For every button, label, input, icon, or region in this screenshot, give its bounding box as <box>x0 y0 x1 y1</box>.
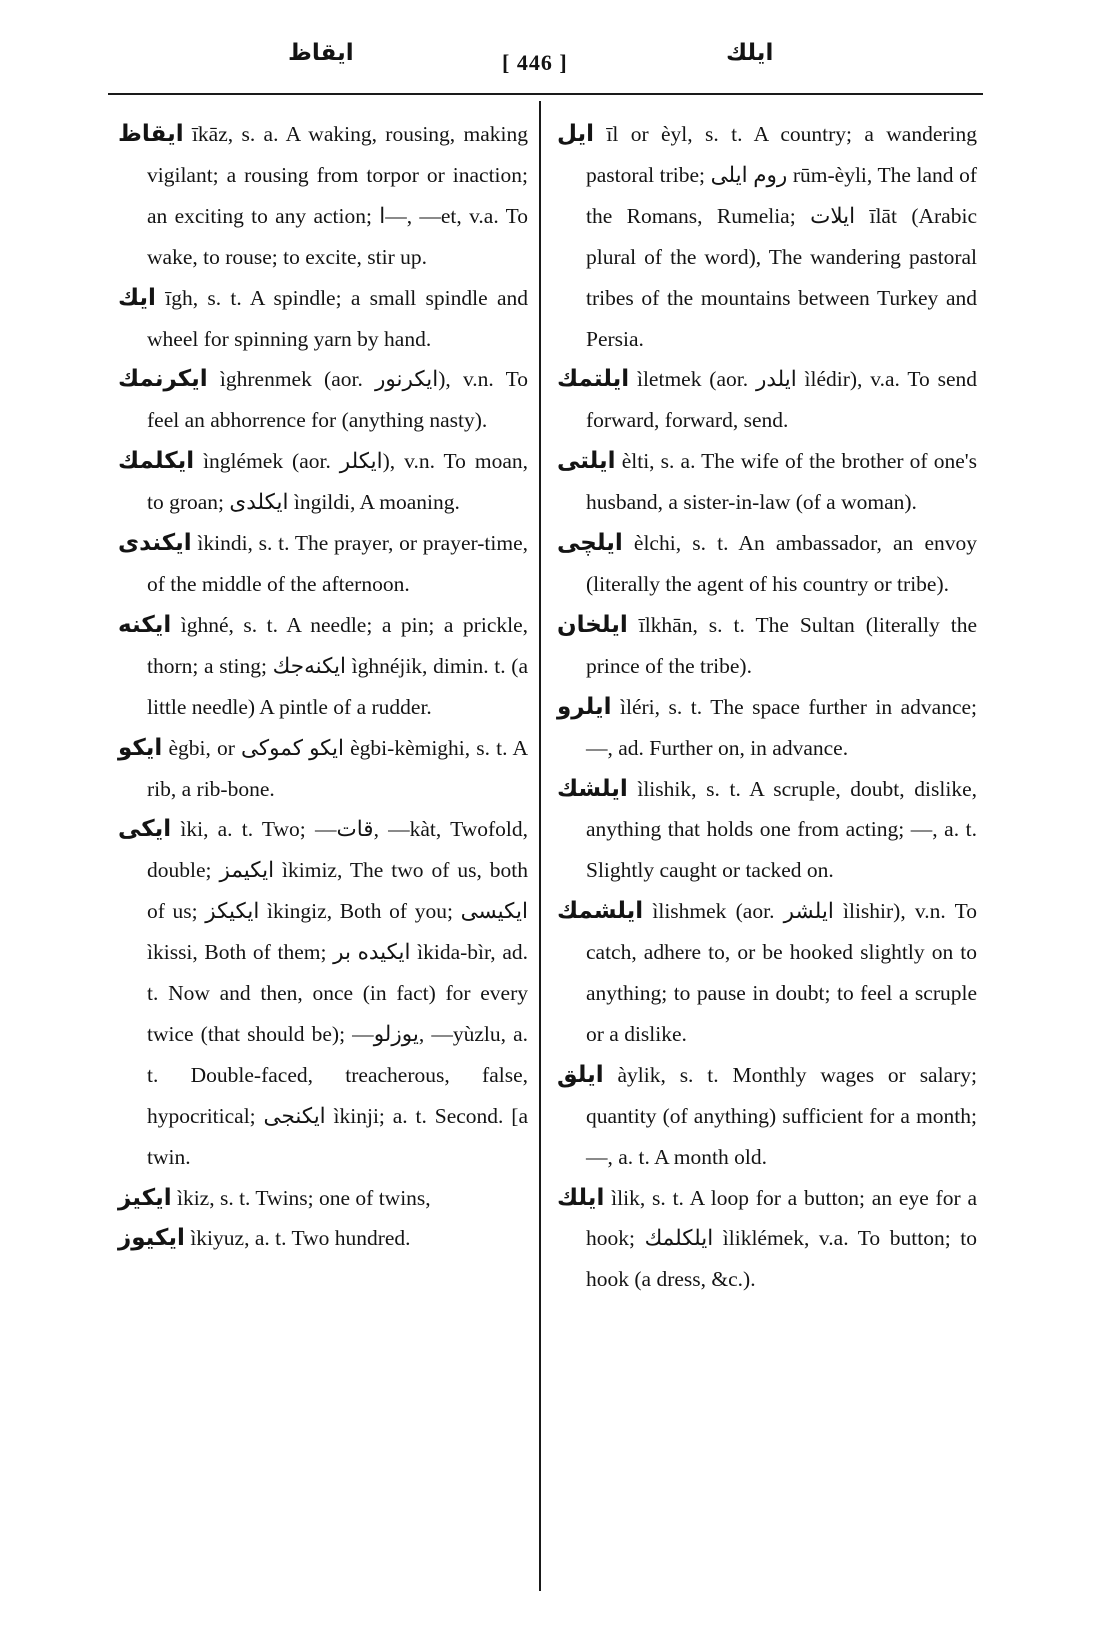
dictionary-entry <box>557 1055 977 1178</box>
entry-text: ìghné, s. t. A needle; a pin; a prickle, thorn; a sting; ایكنه‌جك ìghnéjik, dimin. t. (a little needle) A pintle of a rudder. <box>147 612 529 719</box>
dictionary-entry <box>118 1218 528 1259</box>
entry-text: ìlishik, s. t. A scruple, doubt, dislike, anything that holds one from acting; —, a. t. Slightly caught or tacked on. <box>586 776 977 883</box>
entry-arabic: ایلق <box>557 1061 604 1088</box>
entry-arabic: ایكو <box>118 734 163 761</box>
entry-text: īkāz, s. a. A waking, rousing, making vigilant; a rousing from torpor or inaction; an exciting to any action; ا—, —et, v.a. To wake, to rouse; to excite, stir up. <box>147 122 528 269</box>
dictionary-entry <box>118 114 528 278</box>
dictionary-entry <box>118 523 528 605</box>
dictionary-entry <box>118 1178 528 1219</box>
entry-arabic: ایلتی <box>557 448 616 475</box>
dictionary-entry <box>118 359 528 441</box>
dictionary-entry <box>118 278 528 360</box>
entry-text: ìki, a. t. Two; —قات, —kàt, Twofold, double; ایكیمز ìkimiz, The two of us, both of us; ایكیكز ìkingiz, Both of you; ایكیسی ìkissi, Both of them; ایكیده بر ìkida-bìr, ad. t. Now and then, once (in fact) for every twice (that should be); —یوزلو, —yùzlu, a. t. Double-faced, treacherous, false, hypocritical; ایكنجی ìkinji; a. t. Second. [a twin. <box>147 817 528 1169</box>
entry-text: àylik, s. t. Monthly wages or salary; quantity (of anything) sufficient for a month; —, a. t. A month old. <box>586 1062 977 1169</box>
entry-arabic: ایلرو <box>557 693 612 720</box>
dictionary-entry <box>557 359 977 441</box>
left-column <box>118 114 528 1259</box>
entry-text: ìlishmek (aor. ایلشر ìlishir), v.n. To catch, adhere to, or be hooked slightly on to anything; to pause in doubt; to feel a scruple or a dislike. <box>586 899 977 1046</box>
dictionary-entry <box>118 809 528 1177</box>
entry-arabic: ایلخان <box>557 611 628 638</box>
dictionary-entry <box>118 441 528 523</box>
right-column <box>557 114 977 1300</box>
dictionary-entry <box>557 687 977 769</box>
entry-text: ìkindi, s. t. The prayer, or prayer-time, of the middle of the afternoon. <box>147 531 528 596</box>
dictionary-entry <box>557 441 977 523</box>
dictionary-entry <box>118 605 528 728</box>
entry-text: ìlik, s. t. A loop for a button; an eye for a hook; ایلكلمك ìliklémek, v.a. To button; to hook (a dress, &c.). <box>586 1185 977 1292</box>
dictionary-entry <box>557 1178 977 1301</box>
entry-text: īlkhān, s. t. The Sultan (literally the prince of the tribe). <box>586 612 977 678</box>
entry-arabic: ایقاظ <box>118 121 184 147</box>
entry-text: ìnglémek (aor. ایكلر), v.n. To moan, to groan; ایكلدی ìngildi, A moaning. <box>147 449 528 515</box>
entry-arabic: ایل <box>557 121 595 147</box>
entry-arabic: ایكی <box>118 816 172 843</box>
entry-arabic: ایك <box>118 284 156 311</box>
dictionary-entry <box>118 728 528 810</box>
entry-text: èlti, s. a. The wife of the brother of one's husband, a sister-in-law (of a woman). <box>586 449 977 515</box>
entry-arabic: ایلشمك <box>557 898 644 925</box>
page-number: [ 446 ] <box>502 50 568 75</box>
entry-arabic: ایكنه <box>118 611 172 638</box>
dictionary-entry <box>557 114 977 359</box>
entry-arabic: ایلشك <box>557 775 628 802</box>
entry-text: ègbi, or ایكو كموكی ègbi-kèmighi, s. t. A rib, a rib-bone. <box>147 735 528 801</box>
entry-text: èlchi, s. t. An ambassador, an envoy (literally the agent of his country or tribe). <box>586 531 977 596</box>
entry-text: īl or èyl, s. t. A country; a wandering pastoral tribe; روم ایلی rūm-èyli, The land of the Romans, Rumelia; ایلات īlāt (Arabic plural of the word), The wandering pastoral tribes of the mountains between Turkey and Persia. <box>586 122 977 351</box>
header-right-headword: ایلك <box>726 40 774 66</box>
entry-text: īgh, s. t. A spindle; a small spindle and wheel for spinning yarn by hand. <box>147 285 528 351</box>
entry-text: ìghrenmek (aor. ایكرنور), v.n. To feel an abhorrence for (anything nasty). <box>147 367 528 433</box>
entry-arabic: ایلتمك <box>557 366 630 393</box>
header-rule <box>108 93 983 95</box>
entry-text: ìléri, s. t. The space further in advance; —, ad. Further on, in advance. <box>586 694 977 760</box>
entry-text: ìkiyuz, a. t. Two hundred. <box>184 1226 411 1251</box>
dictionary-entry <box>557 523 977 605</box>
entry-arabic: ایكیوز <box>118 1225 185 1252</box>
dictionary-entry <box>557 605 977 687</box>
entry-arabic: ایكندی <box>118 530 192 557</box>
dictionary-entry <box>557 891 977 1055</box>
entry-arabic: ایلچی <box>557 530 623 557</box>
entry-text: ìkiz, s. t. Twins; one of twins, <box>171 1185 431 1210</box>
header-left-headword: ایقاظ <box>288 40 354 66</box>
entry-arabic: ایكرنمك <box>118 366 208 393</box>
column-divider <box>539 101 541 1591</box>
entry-text: ìletmek (aor. ایلدر ìlédir), v.a. To send forward, forward, send. <box>586 367 977 433</box>
entry-arabic: ایلك <box>557 1184 605 1211</box>
entry-arabic: ایكلمك <box>118 448 195 475</box>
entry-arabic: ایكیز <box>118 1184 172 1211</box>
dictionary-entry <box>557 769 977 892</box>
